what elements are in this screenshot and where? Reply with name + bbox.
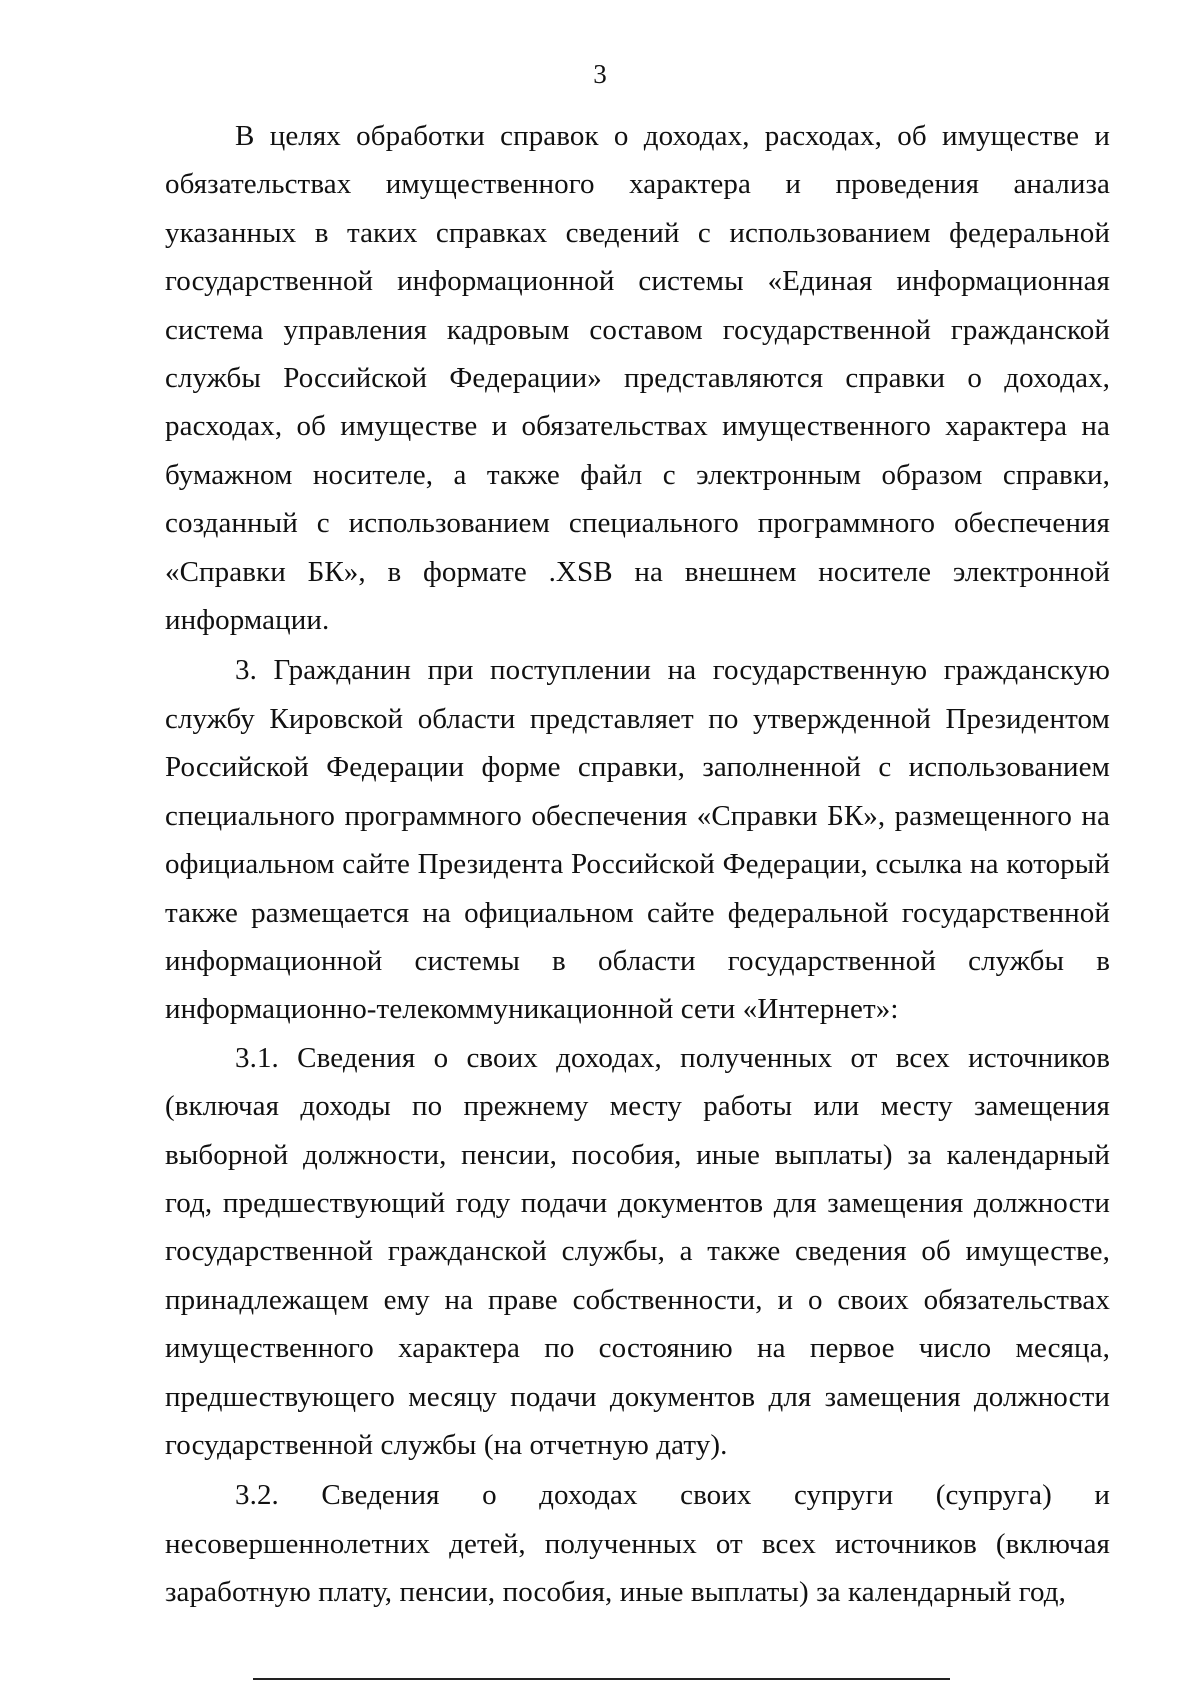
bottom-divider bbox=[253, 1678, 950, 1680]
paragraph-processing-certificates: В целях обработки справок о доходах, расходах, об имуществе и обязательствах имущественного характера и проведения анализа указанных в таких справках сведений с использованием федеральной государственной информационной системы «Единая информационная система управления кадровым составом государственной гражданской службы Российской Федерации» представляются справки о доходах, расходах, об имуществе и обязательствах имущественного характера на бумажном носителе, а также файл с электронным образом справки, созданный с использованием специального программного обеспечения «Справки БК», в формате .XSB на внешнем носителе электронной информации. bbox=[165, 120, 1110, 637]
paragraph-item-3: 3. Гражданин при поступлении на государственную гражданскую службу Кировской области представляет по утвержденной Президентом Российской Федерации форме справки, заполненной с использованием специального программного обеспечения «Справки БК», размещенного на официальном сайте Президента Российской Федерации, ссылка на который также размещается на официальном сайте федеральной государственной информационной системы в области государственной службы в информационно-телекоммуникационной сети «Интернет»: bbox=[165, 654, 1110, 1026]
document-body bbox=[165, 112, 1110, 1617]
page-number: 3 bbox=[593, 59, 607, 89]
paragraph-item-3-1: 3.1. Сведения о своих доходах, полученных от всех источников (включая доходы по прежнему месту работы или месту замещения выборной должности, пенсии, пособия, иные выплаты) за календарный год, предшествующий году подачи документов для замещения должности государственной гражданской службы, а также сведения об имуществе, принадлежащем ему на праве собственности, и о своих обязательствах имущественного характера по состоянию на первое число месяца, предшествующего месяцу подачи документов для замещения должности государственной службы (на отчетную дату). bbox=[165, 1041, 1110, 1461]
paragraph-item-3-2: 3.2. Сведения о доходах своих супруги (супруга) и несовершеннолетних детей, полученных от всех источников (включая заработную плату, пенсии, пособия, иные выплаты) за календарный год, bbox=[165, 1479, 1110, 1609]
